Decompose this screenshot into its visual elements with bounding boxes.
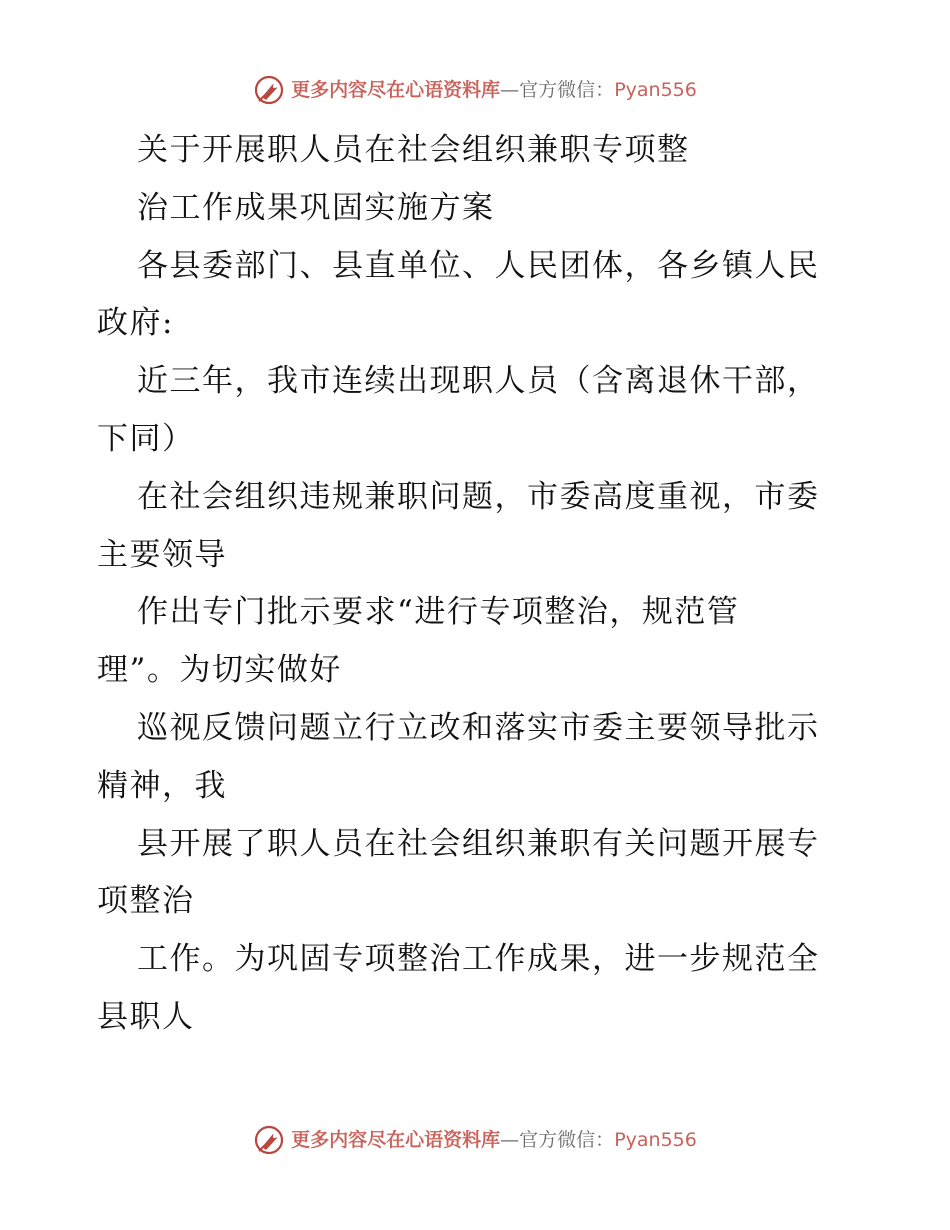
banner-wechat-id: Pyan556	[614, 1129, 697, 1151]
banner-text	[291, 78, 697, 102]
document-body	[97, 122, 857, 1047]
doc-line: 下同）	[97, 420, 195, 457]
banner-text	[291, 1128, 697, 1152]
banner-title: 更多内容尽在心语资料库	[291, 79, 501, 101]
banner-title: 更多内容尽在心语资料库	[291, 1129, 501, 1151]
doc-title-line-2: 治工作成果巩固实施方案	[137, 189, 495, 226]
banner-wechat-id: Pyan556	[614, 79, 697, 101]
banner-separator: —官方微信：	[500, 79, 615, 101]
doc-line: 精神，我	[97, 767, 227, 804]
doc-line: 作出专门批示要求“进行专项整治，规范管	[137, 594, 740, 631]
pen-nib-circle-icon	[253, 1124, 285, 1156]
doc-line: 各县委部门、县直单位、人民团体，各乡镇人民	[137, 247, 820, 284]
doc-line: 理”。为切实做好	[97, 652, 342, 689]
doc-line: 近三年，我市连续出现职人员（含离退休干部，	[137, 363, 820, 400]
doc-line: 主要领导	[97, 536, 227, 573]
doc-line: 巡视反馈问题立行立改和落实市委主要领导批示	[137, 709, 820, 746]
doc-line: 政府:	[97, 305, 174, 342]
doc-line: 县职人	[97, 998, 195, 1035]
doc-line: 工作。为巩固专项整治工作成果，进一步规范全	[137, 941, 820, 978]
banner-separator: —官方微信：	[500, 1129, 615, 1151]
header-banner	[0, 70, 950, 110]
doc-line: 在社会组织违规兼职问题，市委高度重视，市委	[137, 478, 820, 515]
doc-title-line-1: 关于开展职人员在社会组织兼职专项整	[137, 132, 690, 168]
doc-line: 县开展了职人员在社会组织兼职有关问题开展专	[137, 825, 820, 862]
footer-banner	[0, 1120, 950, 1160]
pen-nib-circle-icon	[253, 74, 285, 106]
doc-line: 项整治	[97, 883, 195, 920]
